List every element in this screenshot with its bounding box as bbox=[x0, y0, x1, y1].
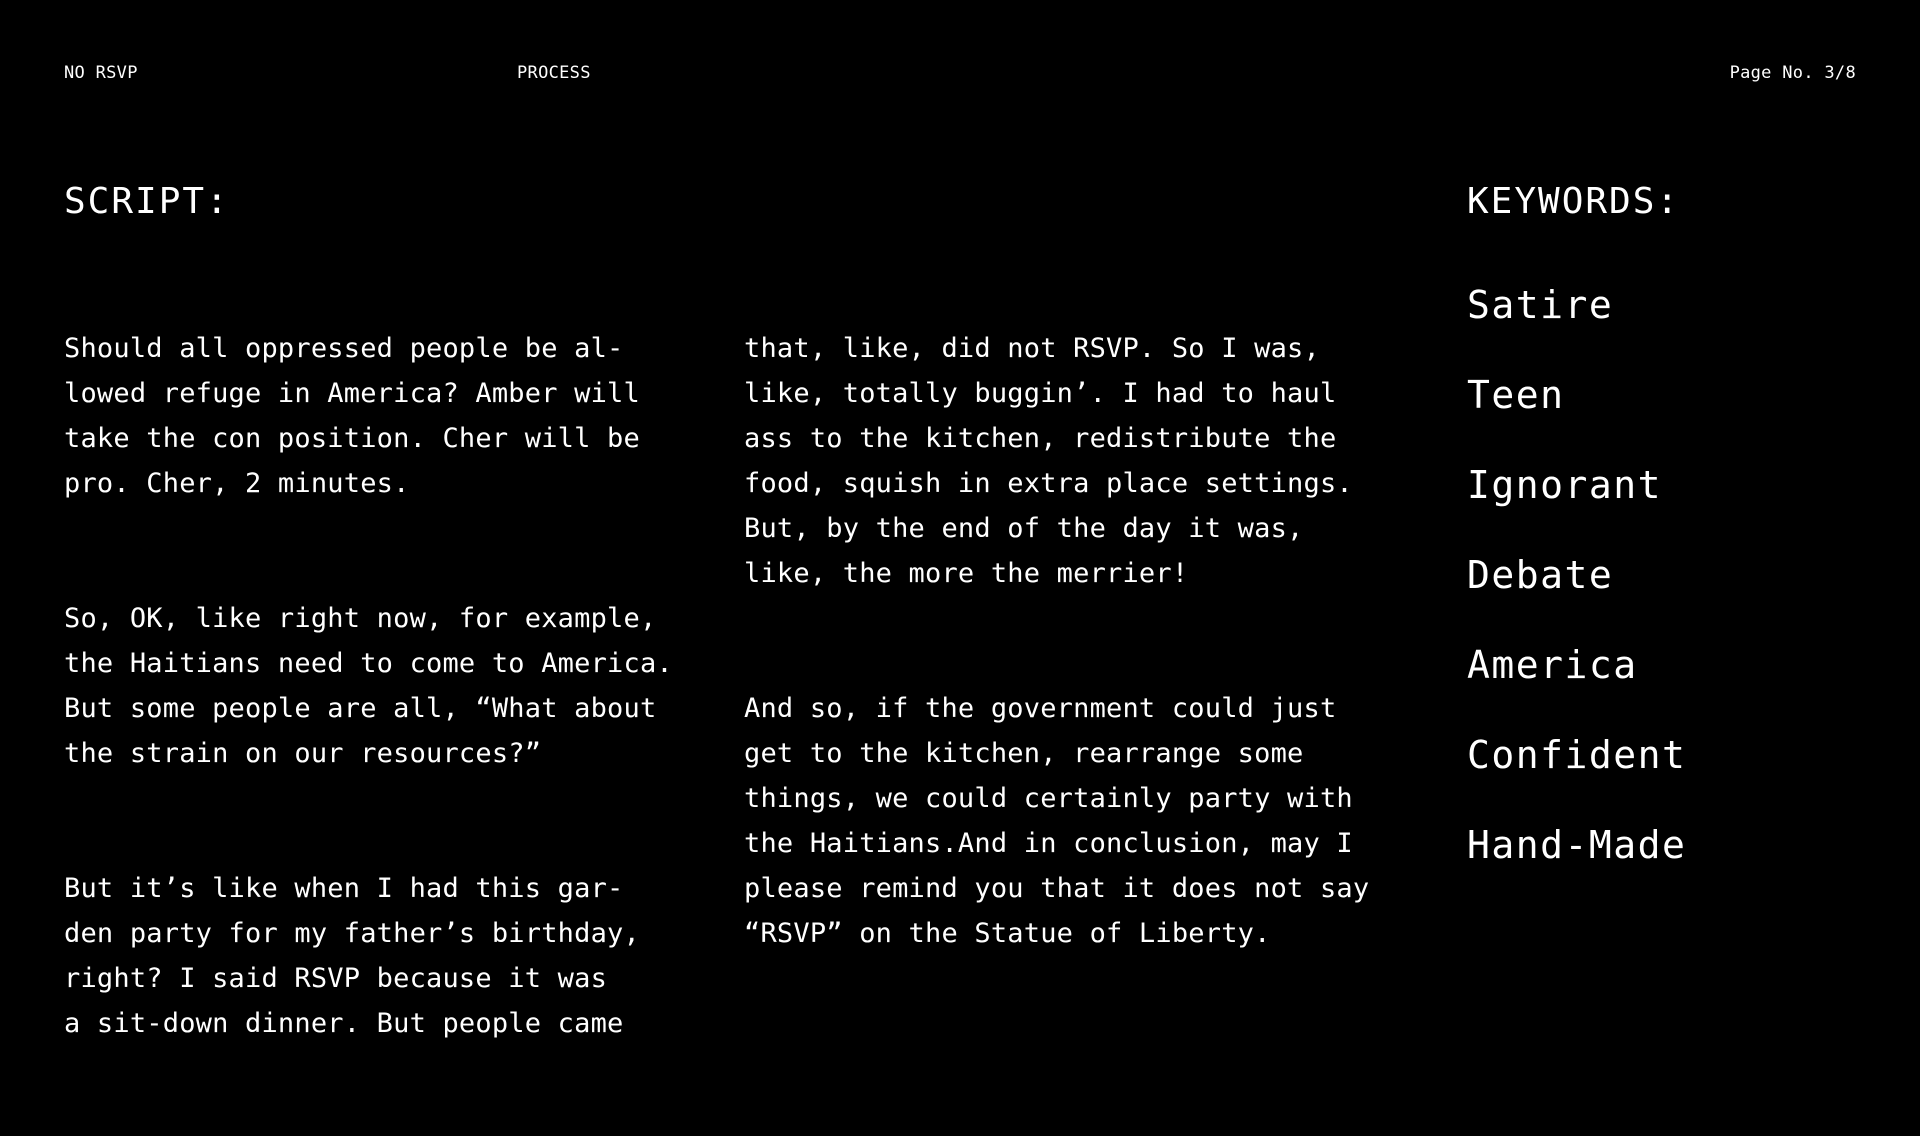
keywords-list bbox=[1467, 278, 1686, 908]
keyword-item: Ignorant bbox=[1467, 463, 1663, 507]
script-paragraph: Should all oppressed people be al- lowed refuge in America? Amber will take the con position. Cher will be pro. Cher, 2 minutes. bbox=[64, 333, 640, 499]
keyword-item: Teen bbox=[1467, 373, 1565, 417]
keyword-item: Confident bbox=[1467, 733, 1687, 777]
keyword-item: Satire bbox=[1467, 283, 1614, 327]
script-paragraph: But it’s like when I had this gar- den party for my father’s birthday, right? I said RSVP because it was a sit-down dinner. But people came bbox=[64, 873, 640, 1039]
page-number: Page No. 3/8 bbox=[1729, 63, 1856, 83]
script-heading: SCRIPT: bbox=[64, 181, 230, 222]
script-column-1 bbox=[64, 281, 724, 1136]
script-column-2 bbox=[744, 281, 1424, 1046]
script-paragraph: And so, if the government could just get to the kitchen, rearrange some things, we could certainly party with the Haitians.And in conclusion, may I please remind you that it does not say “RSVP” on the Statue of Liberty. bbox=[744, 693, 1370, 949]
keywords-heading: KEYWORDS: bbox=[1467, 181, 1681, 222]
keyword-item: Hand-Made bbox=[1467, 823, 1687, 867]
keyword-item: Debate bbox=[1467, 553, 1614, 597]
script-paragraph: So, OK, like right now, for example, the Haitians need to come to America. But some people are all, “What about the strain on our resources?” bbox=[64, 603, 673, 769]
section-label: PROCESS bbox=[517, 63, 591, 83]
script-paragraph: that, like, did not RSVP. So I was, like, totally buggin’. I had to haul ass to the kitchen, redistribute the food, squish in extra place settings. But, by the end of the day it was, like, the more the merrier! bbox=[744, 333, 1353, 589]
keyword-item: America bbox=[1467, 643, 1638, 687]
project-title: NO RSVP bbox=[64, 63, 138, 83]
